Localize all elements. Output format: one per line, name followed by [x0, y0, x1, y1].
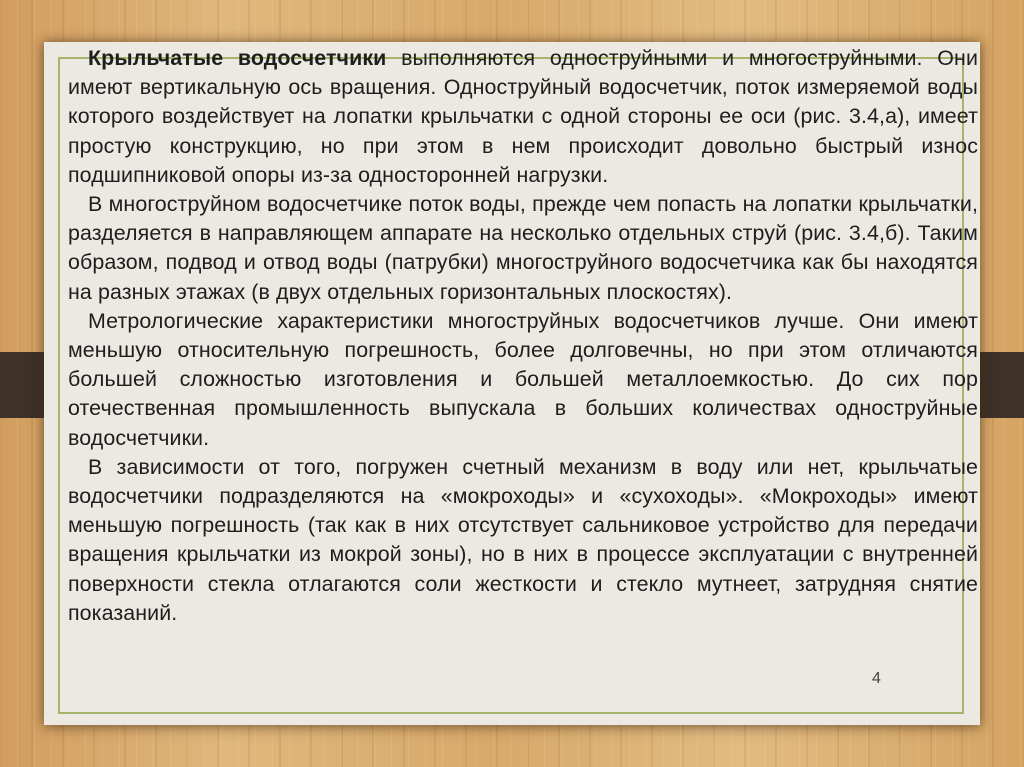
paragraph-4: В зависимости от того, погружен счетный механизм в воду или нет, крыльчатые водосчетчики подразделяются на «мокроходы» и «сухоходы». «Мокроходы» имеют меньшую погрешность (так как в них отсутствует сальниковое устройство для передачи вращения крыльчатки из мокрой зоны), но в них в процессе эксплуатации с внутренней поверхности стекла отлагаются соли жесткости и стекло мутнеет, затрудняя снятие показаний.: [68, 454, 978, 625]
page-number: 4: [872, 670, 881, 687]
slide-body: [68, 44, 978, 628]
paragraph-1-text: выполняются одноструйными и многоструйными. Они имеют вертикальную ось вращения. Одноструйный водосчетчик, поток измеряемой воды которого воздействует на лопатки крыльчатки с одной стороны ее оси (рис. 3.4,а), имеет простую конструкцию, но при этом в нем происходит довольно быстрый износ подшипниковой опоры из-за односторонней нагрузки.: [68, 46, 978, 187]
paragraph-2: В многоструйном водосчетчике поток воды, прежде чем попасть на лопатки крыльчатки, разделяется в направляющем аппарате на несколько отдельных струй (рис. 3.4,б). Таким образом, подвод и отвод воды (патрубки) многоструйного водосчетчика как бы находятся на разных этажах (в двух отдельных горизонтальных плоскостях).: [68, 192, 978, 304]
paragraph-3: Метрологические характеристики многоструйных водосчетчиков лучше. Они имеют меньшую относительную погрешность, более долговечны, но при этом отличаются большей сложностью изготовления и большей металлоемкостью. До сих пор отечественная промышленность выпускала в больших количествах одноструйные водосчетчики.: [68, 308, 978, 450]
paragraph-1: [68, 44, 978, 190]
term-bold: Крыльчатые водосчетчики: [88, 46, 387, 70]
